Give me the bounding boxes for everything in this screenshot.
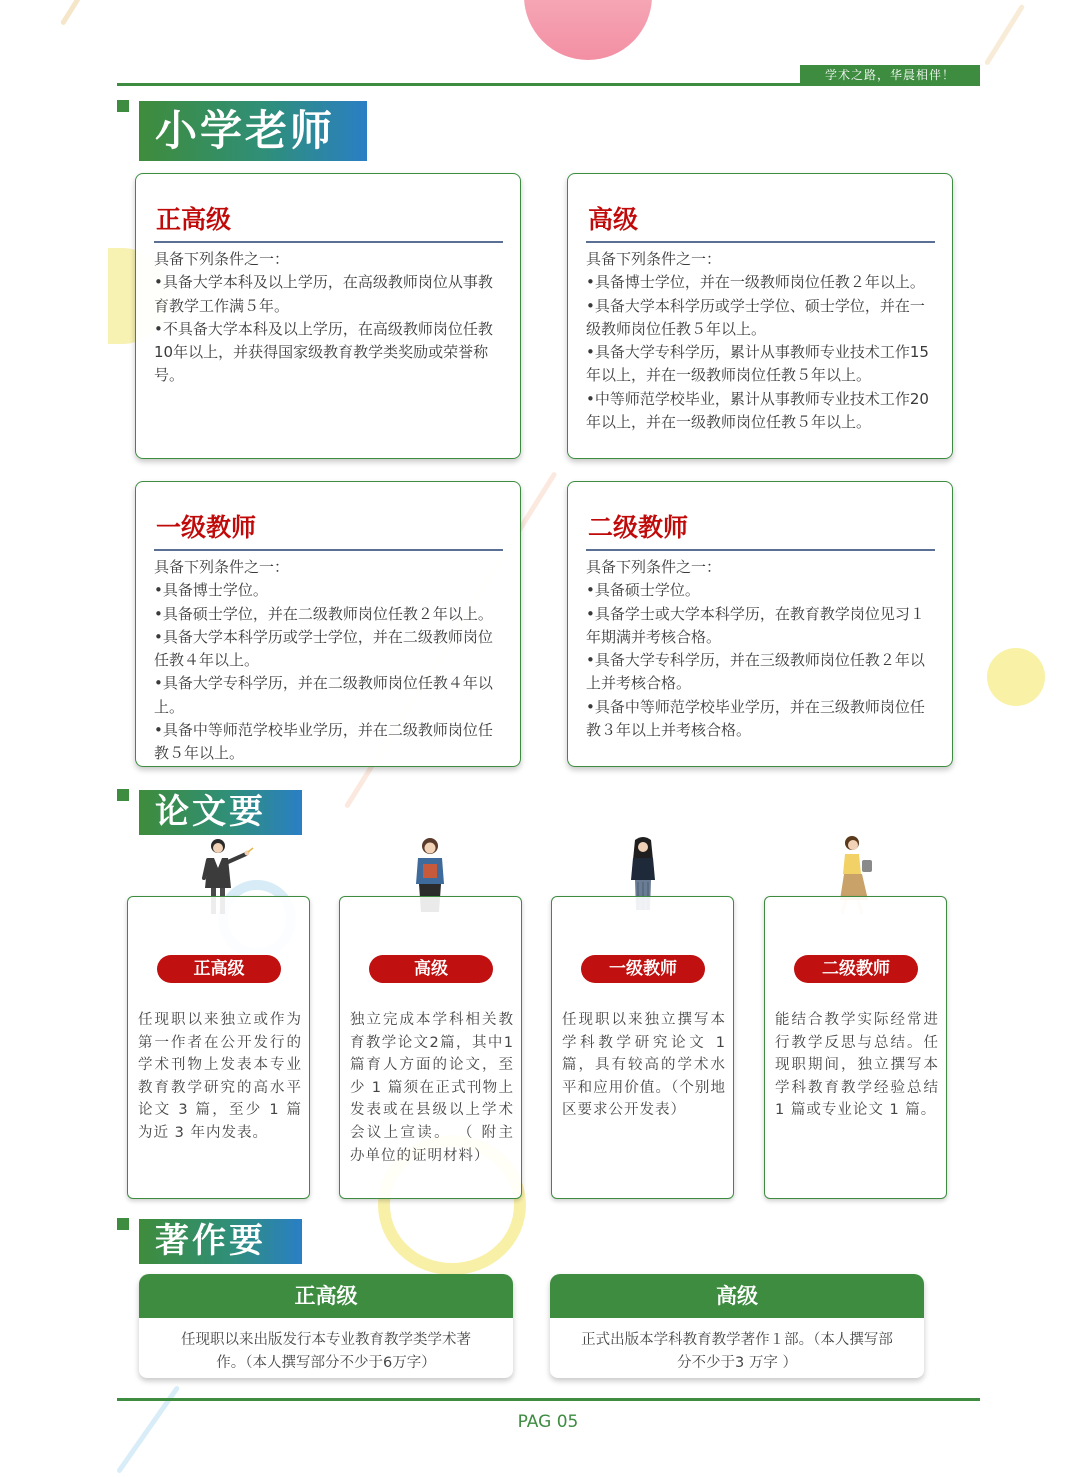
card-intro: 具备下列条件之一： [154,250,290,268]
card-item: •具备博士学位，并在一级教师岗位任教２年以上。 [586,273,925,292]
paper-requirement-text: 任现职以来独立或作为第一作者在公开发行的学术刊物上发表本专业教育教学研究的高水平论文 3 篇，至少 1 篇为近 3 年内发表。 [138,1012,302,1141]
paper-requirement-text: 任现职以来独立撰写本学科教学研究论文 1 篇，具有较高的学术水平和应用价值。（个别地区要求公开发表） [562,1012,726,1119]
card-divider [154,549,503,551]
card-divider [586,241,935,243]
card-item: •中等师范学校毕业，累计从事教师专业技术工作20年以上，并在一级教师岗位任教５年以上。 [586,389,929,432]
card-title: 高级 [588,205,639,234]
decor-yellow-circle [987,648,1045,706]
works-card-zhenggaoji [139,1274,513,1378]
card-item: •具备大学本科及以上学历，在高级教师岗位从事教育教学工作满５年。 [154,273,493,315]
works-card-text: 任现职以来出版发行本专业教育教学类学术著作。（本人撰写部分不少于6万字） [181,1332,471,1371]
requirement-card-erji [567,481,953,767]
card-title: 正高级 [156,205,232,234]
section-marker [117,100,129,112]
works-card-gaoji [550,1274,924,1378]
card-intro: 具备下列条件之一： [154,558,290,576]
paper-level-badge: 一级教师 [581,955,705,983]
works-card-header: 正高级 [139,1274,513,1318]
card-item: •具备大学专科学历，并在三级教师岗位任教２年以上并考核合格。 [586,651,925,693]
section-title-works: 著作要 [139,1219,302,1264]
works-card-header: 高级 [550,1274,924,1318]
section-title-paper: 论文要求 [139,790,302,835]
card-intro: 具备下列条件之一： [586,558,722,576]
header-slogan: 学术之路，华晨相伴！ [800,65,980,86]
card-item: •具备中等师范学校毕业学历，并在二级教师岗位任教５年以上。 [154,721,493,763]
paper-level-badge: 正高级 [157,955,281,983]
section-title-primary: 小学老师 [139,101,367,161]
decor-stripe [984,4,1025,66]
paper-requirement-text: 独立完成本学科相关教育教学论文2篇，其中1篇育人方面的论文，至少 1 篇须在正式刊物上发表或在县级以上学术会议上宣读。 （ 附主办单位的证明材料） [350,1012,514,1164]
section-marker [117,789,129,801]
card-divider [154,241,503,243]
paper-requirement-text: 能结合教学实际经常进行教学反思与总结。任现职期间，独立撰写本学科教育教学经验总结 1 篇或专业论文 1 篇。 [775,1012,939,1119]
footer-rule [117,1398,980,1401]
paper-card-yiji [551,896,734,1199]
card-item: •具备学士或大学本科学历，在教育教学岗位见习１年期满并考核合格。 [586,604,925,646]
card-item: •具备大学专科学历，并在二级教师岗位任教４年以上。 [154,674,493,716]
paper-card-erji [764,896,947,1199]
card-item: •不具备大学本科及以上学历，在高级教师岗位任教10年以上，并获得国家级教育教学类奖励或荣誉称号。 [154,319,493,385]
works-card-text: 正式出版本学科教育教学著作１部。（本人撰写部分不少于3 万字 ） [581,1332,893,1371]
card-item: •具备大学本科学历或学士学位、硕士学位，并在一级教师岗位任教５年以上。 [586,296,925,338]
card-item: •具备硕士学位。 [586,581,700,600]
card-title: 一级教师 [156,513,257,542]
card-item: •具备中等师范学校毕业学历，并在三级教师岗位任教３年以上并考核合格。 [586,697,925,740]
section-marker [117,1218,129,1230]
card-intro: 具备下列条件之一： [586,250,722,268]
card-title: 二级教师 [588,513,689,542]
paper-card-gaoji [339,896,522,1199]
requirement-card-zhenggaoji [135,173,521,459]
requirement-card-yiji [135,481,521,767]
paper-level-badge: 二级教师 [794,955,918,983]
requirement-card-gaoji [567,173,953,459]
decor-stripe [60,0,92,26]
decor-pink-circle [524,0,652,60]
card-item: •具备大学专科学历，累计从事教师专业技术工作15年以上，并在一级教师岗位任教５年以上。 [586,343,929,385]
paper-card-zhenggaoji [127,896,310,1199]
page-number: PAG 05 [517,1412,579,1432]
card-item: •具备博士学位。 [154,581,268,600]
card-item: •具备大学本科学历或学士学位，并在二级教师岗位任教４年以上。 [154,627,493,670]
card-item: •具备硕士学位，并在二级教师岗位任教２年以上。 [154,604,493,623]
card-divider [586,549,935,551]
paper-level-badge: 高级 [369,955,493,983]
